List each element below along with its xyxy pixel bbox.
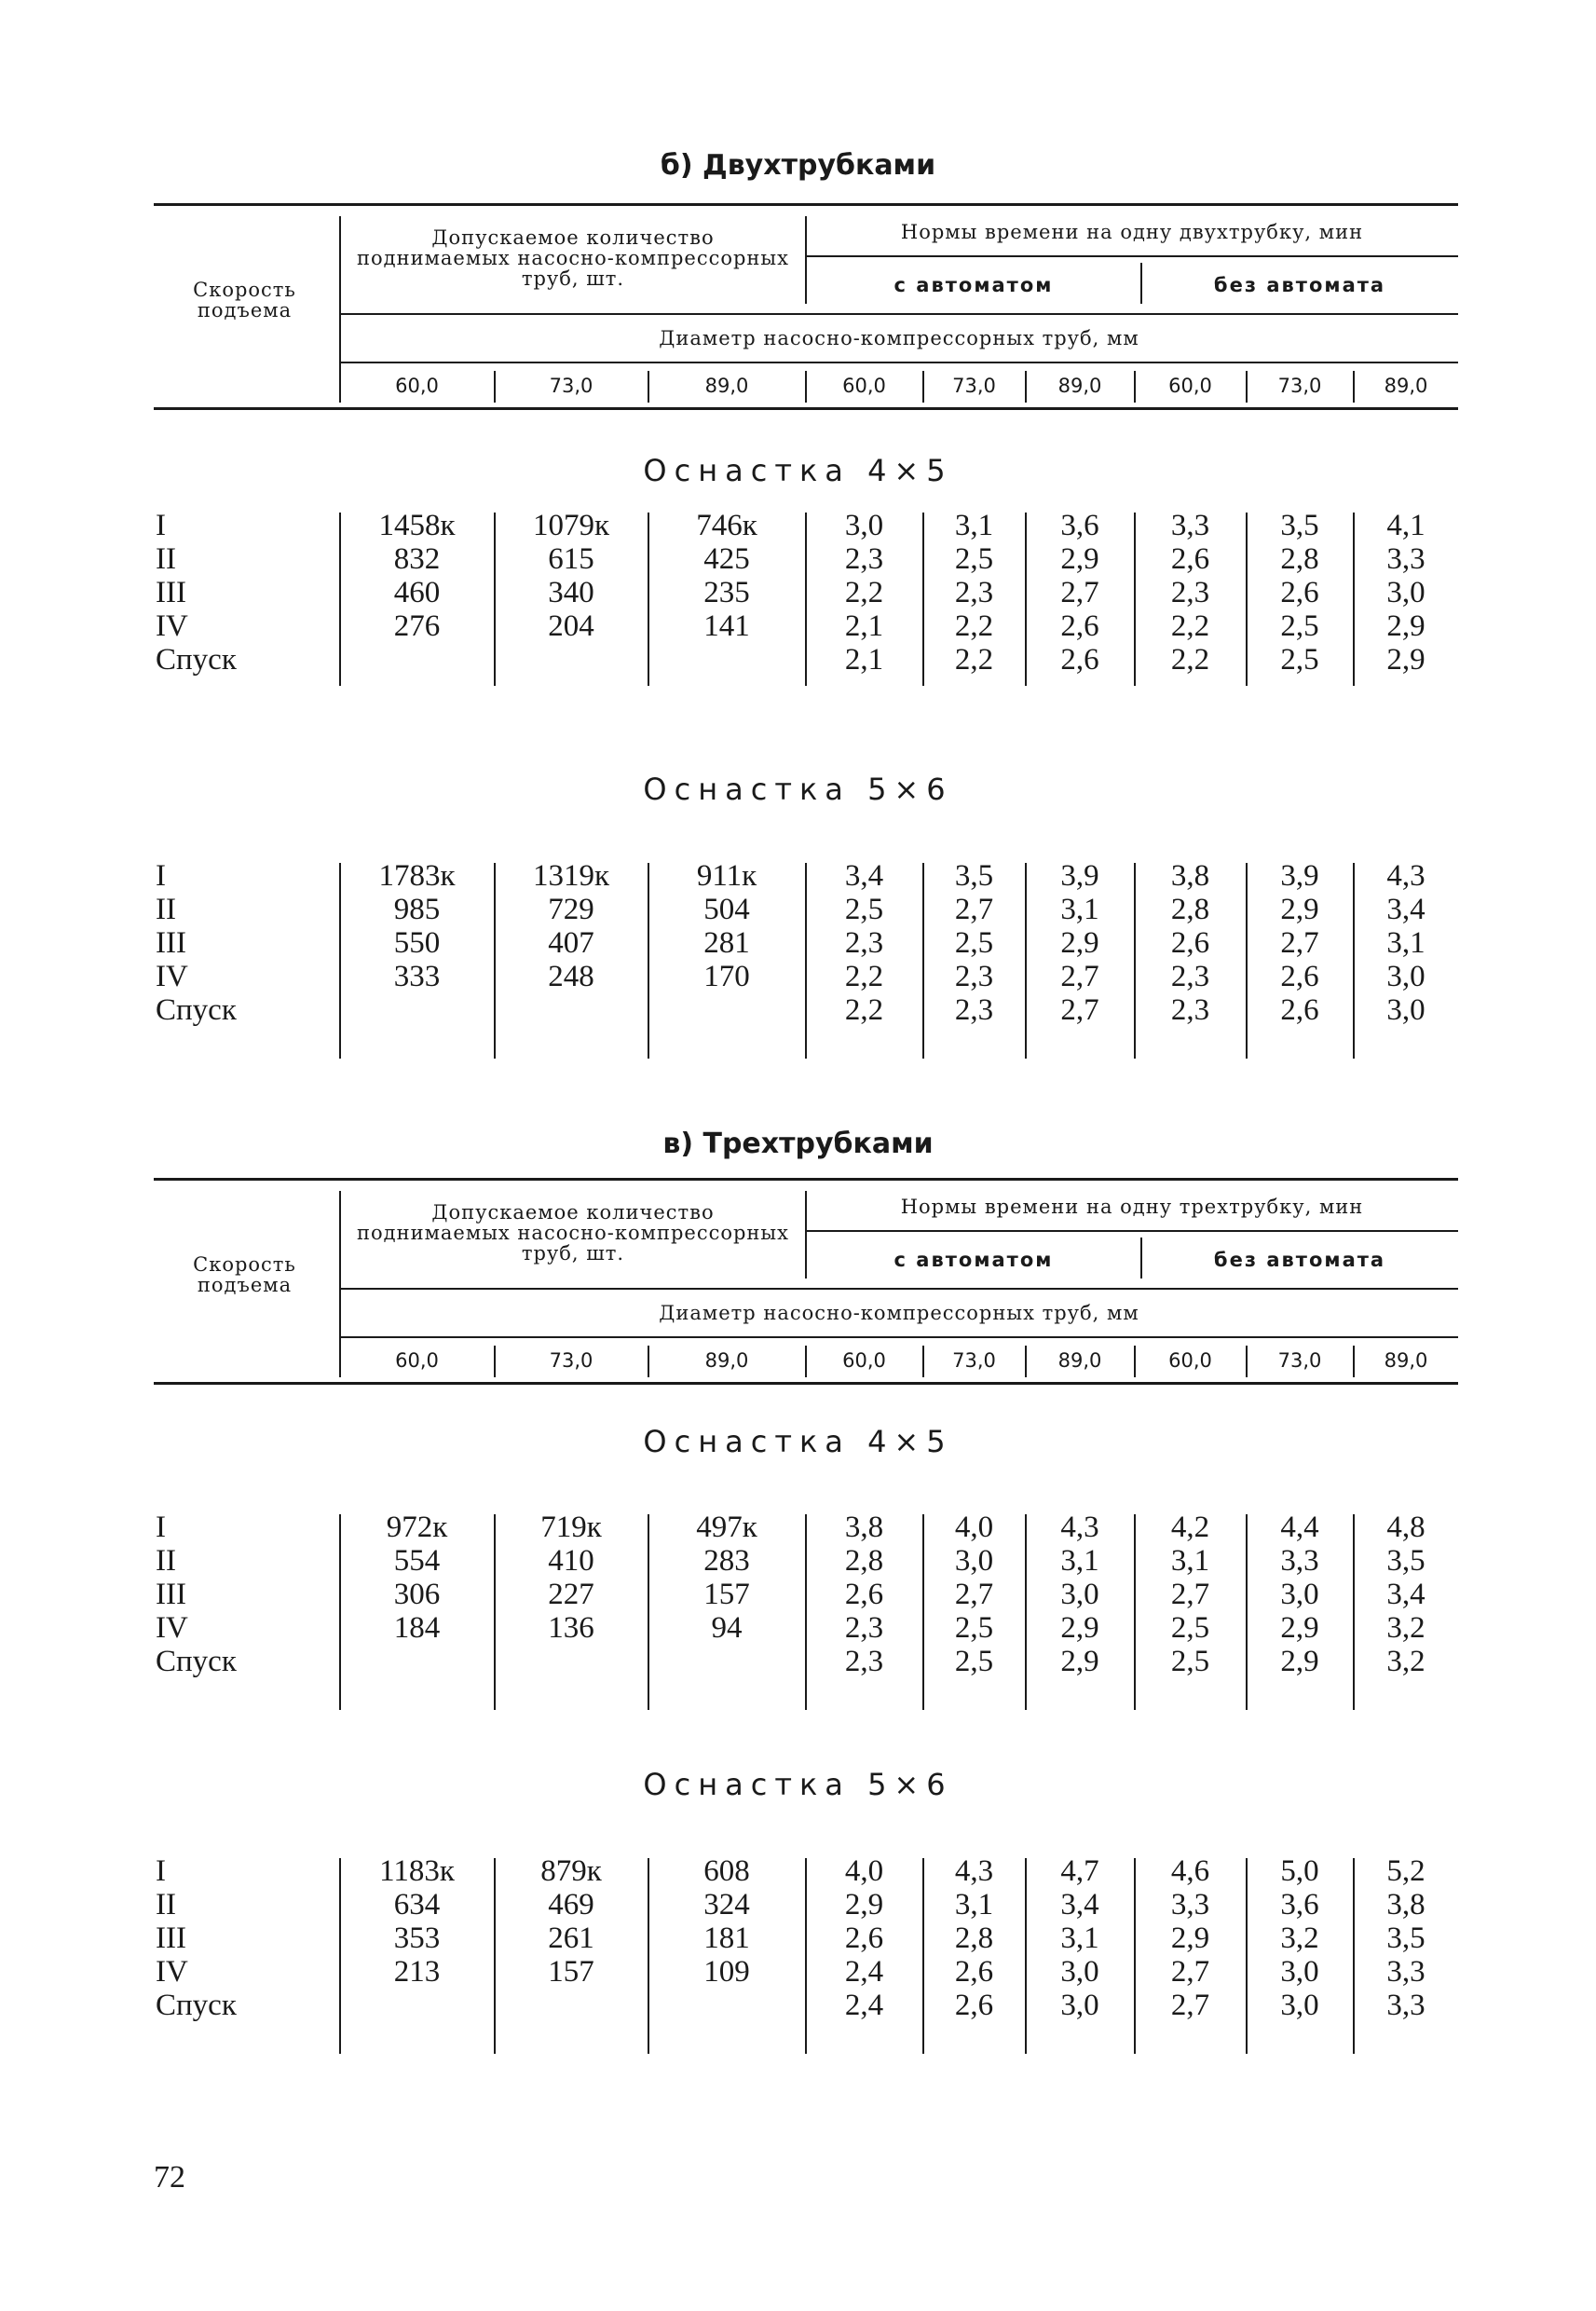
value-cell: 157 <box>548 1955 594 1989</box>
value-cell: 3,2 <box>1386 1645 1425 1678</box>
manual-time-column-89 <box>1354 509 1458 677</box>
speed-column <box>156 859 295 1027</box>
value-cell: 3,3 <box>1386 542 1425 576</box>
value-cell: 2,6 <box>1170 542 1210 576</box>
value-cell: 2,9 <box>1386 643 1425 677</box>
diameter-value: 73,0 <box>549 1349 593 1372</box>
value-cell: 2,7 <box>954 1578 994 1611</box>
speed-label: I <box>156 1854 166 1888</box>
value-cell: 4,2 <box>1170 1511 1210 1544</box>
value-cell: 4,8 <box>1386 1511 1425 1544</box>
value-cell: 353 <box>393 1921 441 1955</box>
value-cell: 2,7 <box>954 893 994 926</box>
value-cell: 410 <box>548 1544 594 1578</box>
value-cell: 306 <box>393 1578 441 1611</box>
value-cell <box>648 1645 805 1678</box>
diameter-value: 60,0 <box>842 375 886 397</box>
manual-time-column-60 <box>1135 1511 1246 1678</box>
value-cell: 2,3 <box>954 993 994 1027</box>
value-cell: 2,8 <box>844 1544 884 1578</box>
value-cell: 407 <box>548 926 594 960</box>
value-cell: 2,6 <box>1280 576 1319 609</box>
value-cell: 3,0 <box>1280 1955 1319 1989</box>
value-cell: 213 <box>393 1955 441 1989</box>
value-cell <box>648 993 805 1027</box>
value-cell: 3,4 <box>1386 1578 1425 1611</box>
auto-time-column-73 <box>923 859 1025 1027</box>
quantity-column-89 <box>648 1511 805 1678</box>
speed-label: Спуск <box>156 993 237 1027</box>
value-cell <box>340 1989 494 2022</box>
value-cell: 3,0 <box>1386 576 1425 609</box>
value-cell: 879к <box>540 1854 602 1888</box>
value-cell: 184 <box>393 1611 441 1645</box>
value-cell: 2,3 <box>1170 576 1210 609</box>
value-cell: 3,9 <box>1280 859 1319 893</box>
value-cell: 2,3 <box>1170 993 1210 1027</box>
value-cell: 2,4 <box>844 1989 884 2022</box>
rigging-title-5x6: Оснастка 5×6 <box>643 772 953 807</box>
value-cell: 2,6 <box>1060 643 1099 677</box>
value-cell: 2,7 <box>1170 1578 1210 1611</box>
value-cell: 324 <box>703 1888 750 1921</box>
manual-time-column-89 <box>1354 859 1458 1027</box>
value-cell: 157 <box>703 1578 750 1611</box>
value-cell: 2,9 <box>1386 609 1425 643</box>
value-cell: 333 <box>393 960 441 993</box>
speed-label: II <box>156 1544 176 1578</box>
value-cell: 3,4 <box>1386 893 1425 926</box>
auto-time-column-60 <box>806 1854 922 2022</box>
value-cell: 2,2 <box>1170 643 1210 677</box>
speed-label: II <box>156 542 176 576</box>
value-cell: 2,3 <box>844 1645 884 1678</box>
value-cell: 985 <box>393 893 441 926</box>
speed-label: III <box>156 1921 186 1955</box>
rigging-title-4x5: Оснастка 4×5 <box>643 453 953 488</box>
value-cell: 3,1 <box>1386 926 1425 960</box>
diameter-value: 89,0 <box>704 375 749 397</box>
speed-label: IV <box>156 609 188 643</box>
allowed-quantity-header: Допускаемое количество поднимаемых насосно-компрессорных труб, шт. <box>357 226 789 290</box>
speed-label: I <box>156 859 166 893</box>
value-cell: 2,3 <box>844 1611 884 1645</box>
value-cell: 3,3 <box>1386 1989 1425 2022</box>
time-norms-header: Нормы времени на одну двухтрубку, мин <box>900 221 1364 243</box>
speed-label: III <box>156 576 186 609</box>
value-cell: 181 <box>703 1921 750 1955</box>
value-cell: 615 <box>548 542 594 576</box>
value-cell: 4,4 <box>1280 1511 1319 1544</box>
value-cell: 3,8 <box>844 1511 884 1544</box>
value-cell: 4,3 <box>1386 859 1425 893</box>
value-cell <box>340 993 494 1027</box>
value-cell: 276 <box>393 609 441 643</box>
value-cell: 2,9 <box>1170 1921 1210 1955</box>
value-cell: 4,3 <box>1060 1511 1099 1544</box>
manual-time-column-73 <box>1247 509 1353 677</box>
quantity-column-73 <box>495 859 648 1027</box>
quantity-column-60 <box>340 1511 494 1678</box>
value-cell: 3,3 <box>1386 1955 1425 1989</box>
value-cell: 1783к <box>378 859 456 893</box>
value-cell: 2,2 <box>844 993 884 1027</box>
value-cell: 3,0 <box>1280 1989 1319 2022</box>
value-cell: 3,0 <box>1060 1578 1099 1611</box>
value-cell: 2,6 <box>954 1955 994 1989</box>
value-cell: 3,8 <box>1386 1888 1425 1921</box>
quantity-column-89 <box>648 859 805 1027</box>
value-cell: 3,0 <box>1386 960 1425 993</box>
value-cell: 235 <box>703 576 750 609</box>
value-cell: 2,2 <box>844 960 884 993</box>
value-cell: 1183к <box>379 1854 455 1888</box>
page-number: 72 <box>154 2160 185 2195</box>
auto-time-column-73 <box>923 1511 1025 1678</box>
value-cell: 204 <box>548 609 594 643</box>
manual-time-column-73 <box>1247 1511 1353 1678</box>
value-cell: 2,2 <box>954 609 994 643</box>
value-cell: 3,6 <box>1280 1888 1319 1921</box>
value-cell: 248 <box>548 960 594 993</box>
diameter-value: 89,0 <box>1057 375 1102 397</box>
value-cell: 550 <box>393 926 441 960</box>
value-cell: 141 <box>703 609 750 643</box>
value-cell: 3,0 <box>844 509 884 542</box>
quantity-column-60 <box>340 1854 494 2022</box>
table-header-triple <box>154 1178 1458 1385</box>
value-cell: 283 <box>703 1544 750 1578</box>
manual-time-column-89 <box>1354 1511 1458 1678</box>
speed-label: Спуск <box>156 1645 237 1678</box>
speed-column <box>156 1854 295 2022</box>
value-cell: 109 <box>703 1955 750 1989</box>
diameter-value: 73,0 <box>1277 375 1322 397</box>
value-cell: 3,5 <box>1386 1544 1425 1578</box>
speed-label: IV <box>156 1611 188 1645</box>
value-cell: 94 <box>711 1611 743 1645</box>
rigging-title-4x5: Оснастка 4×5 <box>643 1424 953 1459</box>
value-cell: 4,3 <box>954 1854 994 1888</box>
value-cell <box>495 993 648 1027</box>
value-cell: 746к <box>696 509 757 542</box>
value-cell: 4,0 <box>954 1511 994 1544</box>
speed-label: II <box>156 1888 176 1921</box>
value-cell: 2,6 <box>1280 993 1319 1027</box>
value-cell: 2,4 <box>844 1955 884 1989</box>
value-cell: 2,3 <box>1170 960 1210 993</box>
value-cell: 469 <box>548 1888 594 1921</box>
speed-column <box>156 509 295 677</box>
value-cell: 227 <box>548 1578 594 1611</box>
value-cell: 2,9 <box>1280 1611 1319 1645</box>
value-cell: 5,0 <box>1280 1854 1319 1888</box>
value-cell <box>648 643 805 677</box>
value-cell: 2,7 <box>1060 993 1099 1027</box>
value-cell: 3,1 <box>954 509 994 542</box>
auto-time-column-89 <box>1026 509 1134 677</box>
speed-label: I <box>156 509 166 542</box>
value-cell: 2,5 <box>1280 609 1319 643</box>
value-cell: 3,1 <box>954 1888 994 1921</box>
value-cell: 3,0 <box>954 1544 994 1578</box>
value-cell: 3,0 <box>1060 1989 1099 2022</box>
speed-label: I <box>156 1511 166 1544</box>
diameter-value: 73,0 <box>952 375 996 397</box>
auto-time-column-60 <box>806 509 922 677</box>
value-cell: 2,7 <box>1060 960 1099 993</box>
diameter-value: 73,0 <box>1277 1349 1322 1372</box>
value-cell: 2,9 <box>1060 1611 1099 1645</box>
value-cell: 608 <box>703 1854 750 1888</box>
speed-label: II <box>156 893 176 926</box>
value-cell: 497к <box>696 1511 757 1544</box>
value-cell: 2,6 <box>1280 960 1319 993</box>
value-cell: 2,6 <box>844 1921 884 1955</box>
speed-header: Скорость подъема <box>193 279 296 321</box>
value-cell: 2,1 <box>844 643 884 677</box>
value-cell: 261 <box>548 1921 594 1955</box>
value-cell: 170 <box>703 960 750 993</box>
value-cell: 2,9 <box>844 1888 884 1921</box>
value-cell: 2,9 <box>1060 1645 1099 1678</box>
speed-label: III <box>156 926 186 960</box>
value-cell: 460 <box>393 576 441 609</box>
value-cell: 3,1 <box>1060 893 1099 926</box>
quantity-column-73 <box>495 1854 648 2022</box>
value-cell: 2,9 <box>1060 926 1099 960</box>
section-title-triple: в) Трехтрубками <box>662 1128 934 1160</box>
auto-time-column-73 <box>923 1854 1025 2022</box>
value-cell: 2,5 <box>1170 1611 1210 1645</box>
value-cell: 3,1 <box>1170 1544 1210 1578</box>
diameter-value: 89,0 <box>704 1349 749 1372</box>
auto-time-column-89 <box>1026 1854 1134 2022</box>
value-cell: 3,3 <box>1170 509 1210 542</box>
speed-label: Спуск <box>156 1989 237 2022</box>
value-cell <box>648 1989 805 2022</box>
value-cell: 2,8 <box>1280 542 1319 576</box>
value-cell: 4,6 <box>1170 1854 1210 1888</box>
manual-time-column-60 <box>1135 859 1246 1027</box>
value-cell: 4,0 <box>844 1854 884 1888</box>
value-cell: 2,5 <box>1280 643 1319 677</box>
value-cell: 3,5 <box>954 859 994 893</box>
value-cell: 3,4 <box>844 859 884 893</box>
value-cell: 2,3 <box>954 960 994 993</box>
value-cell: 2,6 <box>844 1578 884 1611</box>
value-cell: 2,7 <box>1170 1955 1210 1989</box>
diameter-value: 89,0 <box>1384 1349 1428 1372</box>
section-title-double: б) Двухтрубками <box>660 149 936 182</box>
manual-time-column-89 <box>1354 1854 1458 2022</box>
time-norms-header: Нормы времени на одну трехтрубку, мин <box>900 1196 1364 1218</box>
value-cell: 2,5 <box>954 542 994 576</box>
quantity-column-73 <box>495 509 648 677</box>
value-cell: 3,4 <box>1060 1888 1099 1921</box>
value-cell: 2,3 <box>954 576 994 609</box>
value-cell: 2,5 <box>954 926 994 960</box>
value-cell: 3,1 <box>1060 1544 1099 1578</box>
diameter-value: 60,0 <box>395 1349 439 1372</box>
value-cell: 3,5 <box>1386 1921 1425 1955</box>
value-cell <box>495 643 648 677</box>
diameter-header: Диаметр насосно-компрессорных труб, мм <box>659 327 1139 349</box>
without-automat-header: без автомата <box>1213 274 1386 296</box>
value-cell: 911к <box>696 859 757 893</box>
diameter-value: 89,0 <box>1057 1349 1102 1372</box>
value-cell: 719к <box>540 1511 602 1544</box>
manual-time-column-60 <box>1135 509 1246 677</box>
quantity-column-60 <box>340 509 494 677</box>
quantity-column-89 <box>648 509 805 677</box>
value-cell: 2,9 <box>1280 893 1319 926</box>
value-cell: 554 <box>393 1544 441 1578</box>
auto-time-column-89 <box>1026 859 1134 1027</box>
diameter-header: Диаметр насосно-компрессорных труб, мм <box>659 1302 1139 1324</box>
value-cell: 2,7 <box>1170 1989 1210 2022</box>
value-cell: 2,5 <box>954 1611 994 1645</box>
value-cell: 1458к <box>378 509 456 542</box>
value-cell: 2,6 <box>1170 926 1210 960</box>
allowed-quantity-header: Допускаемое количество поднимаемых насосно-компрессорных труб, шт. <box>357 1201 789 1265</box>
value-cell <box>495 1645 648 1678</box>
value-cell: 340 <box>548 576 594 609</box>
value-cell: 2,8 <box>1170 893 1210 926</box>
value-cell: 3,5 <box>1280 509 1319 542</box>
value-cell <box>340 643 494 677</box>
with-automat-header: с автоматом <box>893 1249 1054 1271</box>
value-cell: 1079к <box>532 509 610 542</box>
value-cell: 2,5 <box>844 893 884 926</box>
auto-time-column-60 <box>806 859 922 1027</box>
value-cell <box>495 1989 648 2022</box>
value-cell: 2,6 <box>1060 609 1099 643</box>
value-cell: 2,7 <box>1280 926 1319 960</box>
quantity-column-60 <box>340 859 494 1027</box>
diameter-value: 89,0 <box>1384 375 1428 397</box>
value-cell: 2,3 <box>844 542 884 576</box>
value-cell: 3,2 <box>1386 1611 1425 1645</box>
value-cell: 136 <box>548 1611 594 1645</box>
value-cell: 3,6 <box>1060 509 1099 542</box>
diameter-value: 73,0 <box>952 1349 996 1372</box>
value-cell: 2,7 <box>1060 576 1099 609</box>
manual-time-column-73 <box>1247 1854 1353 2022</box>
value-cell: 425 <box>703 542 750 576</box>
value-cell: 3,3 <box>1170 1888 1210 1921</box>
value-cell: 4,1 <box>1386 509 1425 542</box>
without-automat-header: без автомата <box>1213 1249 1386 1271</box>
speed-column <box>156 1511 295 1678</box>
value-cell <box>340 1645 494 1678</box>
value-cell: 3,3 <box>1280 1544 1319 1578</box>
rigging-title-5x6: Оснастка 5×6 <box>643 1767 953 1802</box>
speed-label: III <box>156 1578 186 1611</box>
value-cell: 3,0 <box>1280 1578 1319 1611</box>
manual-time-column-60 <box>1135 1854 1246 2022</box>
value-cell: 832 <box>393 542 441 576</box>
speed-label: Спуск <box>156 643 237 677</box>
value-cell: 5,2 <box>1386 1854 1425 1888</box>
value-cell: 2,9 <box>1280 1645 1319 1678</box>
quantity-column-73 <box>495 1511 648 1678</box>
value-cell: 3,9 <box>1060 859 1099 893</box>
value-cell: 3,8 <box>1170 859 1210 893</box>
speed-header: Скорость подъема <box>193 1253 296 1296</box>
value-cell: 281 <box>703 926 750 960</box>
manual-time-column-73 <box>1247 859 1353 1027</box>
value-cell: 2,2 <box>954 643 994 677</box>
auto-time-column-89 <box>1026 1511 1134 1678</box>
with-automat-header: с автоматом <box>893 274 1054 296</box>
value-cell: 2,2 <box>1170 609 1210 643</box>
value-cell: 2,8 <box>954 1921 994 1955</box>
value-cell: 634 <box>393 1888 441 1921</box>
diameter-value: 60,0 <box>1168 375 1212 397</box>
auto-time-column-60 <box>806 1511 922 1678</box>
value-cell: 1319к <box>532 859 610 893</box>
auto-time-column-73 <box>923 509 1025 677</box>
diameter-value: 60,0 <box>395 375 439 397</box>
value-cell: 2,5 <box>954 1645 994 1678</box>
value-cell: 3,2 <box>1280 1921 1319 1955</box>
value-cell: 4,7 <box>1060 1854 1099 1888</box>
value-cell: 2,2 <box>844 576 884 609</box>
value-cell: 2,3 <box>844 926 884 960</box>
value-cell: 972к <box>386 1511 448 1544</box>
value-cell: 2,6 <box>954 1989 994 2022</box>
value-cell: 3,0 <box>1060 1955 1099 1989</box>
diameter-value: 73,0 <box>549 375 593 397</box>
value-cell: 2,9 <box>1060 542 1099 576</box>
value-cell: 2,1 <box>844 609 884 643</box>
value-cell: 3,1 <box>1060 1921 1099 1955</box>
quantity-column-89 <box>648 1854 805 2022</box>
value-cell: 729 <box>548 893 594 926</box>
diameter-value: 60,0 <box>842 1349 886 1372</box>
diameter-value: 60,0 <box>1168 1349 1212 1372</box>
table-header-double <box>154 203 1458 410</box>
value-cell: 3,0 <box>1386 993 1425 1027</box>
speed-label: IV <box>156 1955 188 1989</box>
value-cell: 504 <box>703 893 750 926</box>
speed-label: IV <box>156 960 188 993</box>
value-cell: 2,5 <box>1170 1645 1210 1678</box>
